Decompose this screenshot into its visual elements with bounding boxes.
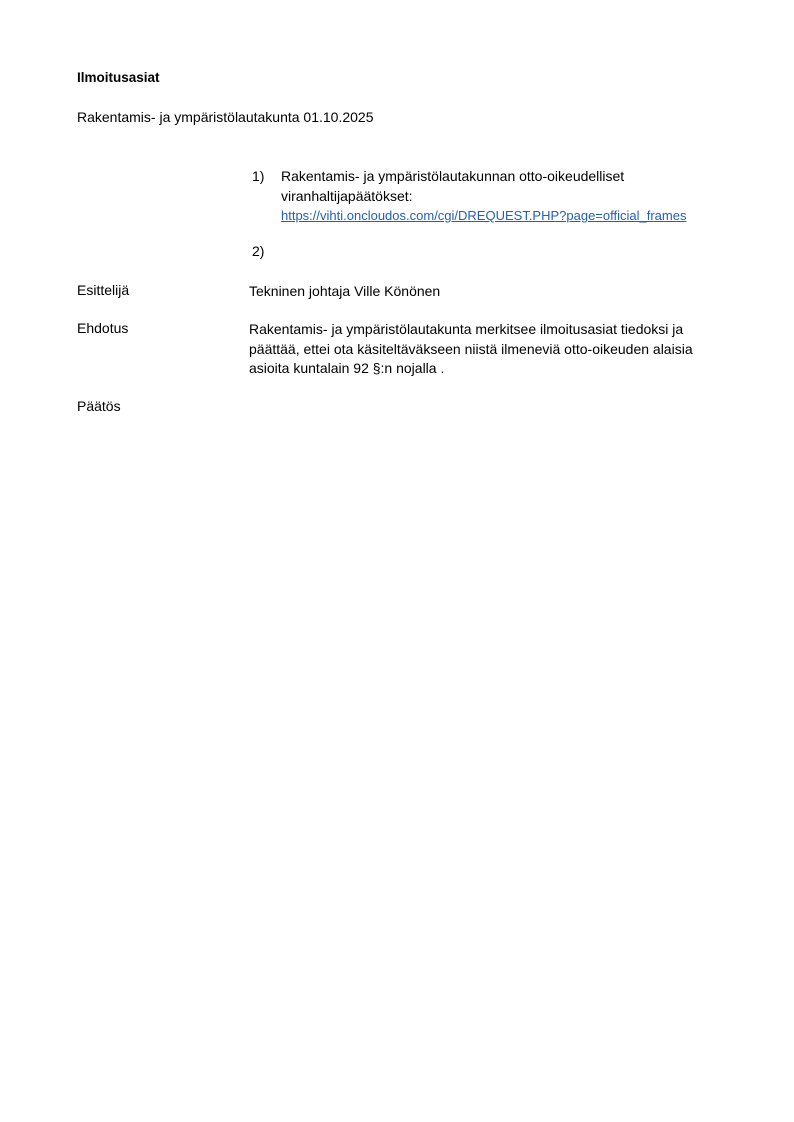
presenter-value: Tekninen johtaja Ville Könönen [249, 283, 441, 299]
document-heading: Ilmoitusasiat [77, 70, 160, 85]
decision-label: Päätös [77, 398, 121, 414]
list-item-number: 2) [252, 242, 265, 259]
list-item-number: 1) [252, 168, 265, 184]
decisions-link[interactable]: https://vihti.oncloudos.com/cgi/DREQUEST.PHP?page=official_frames [281, 208, 687, 223]
notice-list [252, 167, 722, 261]
list-item-text [281, 242, 722, 262]
list-item [252, 167, 722, 226]
meeting-title: Rakentamis- ja ympäristölautakunta 01.10.2025 [77, 109, 374, 125]
list-item-text: Rakentamis- ja ympäristölautakunnan otto-oikeudelliset viranhaltijapäätökset: [281, 168, 625, 204]
presenter-label: Esittelijä [77, 282, 130, 298]
list-item [252, 242, 722, 262]
proposal-label: Ehdotus [77, 320, 129, 336]
proposal-value: Rakentamis- ja ympäristölautakunta merkitsee ilmoitusasiat tiedoksi ja päättää, ettei ota käsiteltäväkseen niistä ilmeneviä otto-oikeuden alaisia asioita kuntalain 92 §:n nojalla . [249, 321, 693, 376]
